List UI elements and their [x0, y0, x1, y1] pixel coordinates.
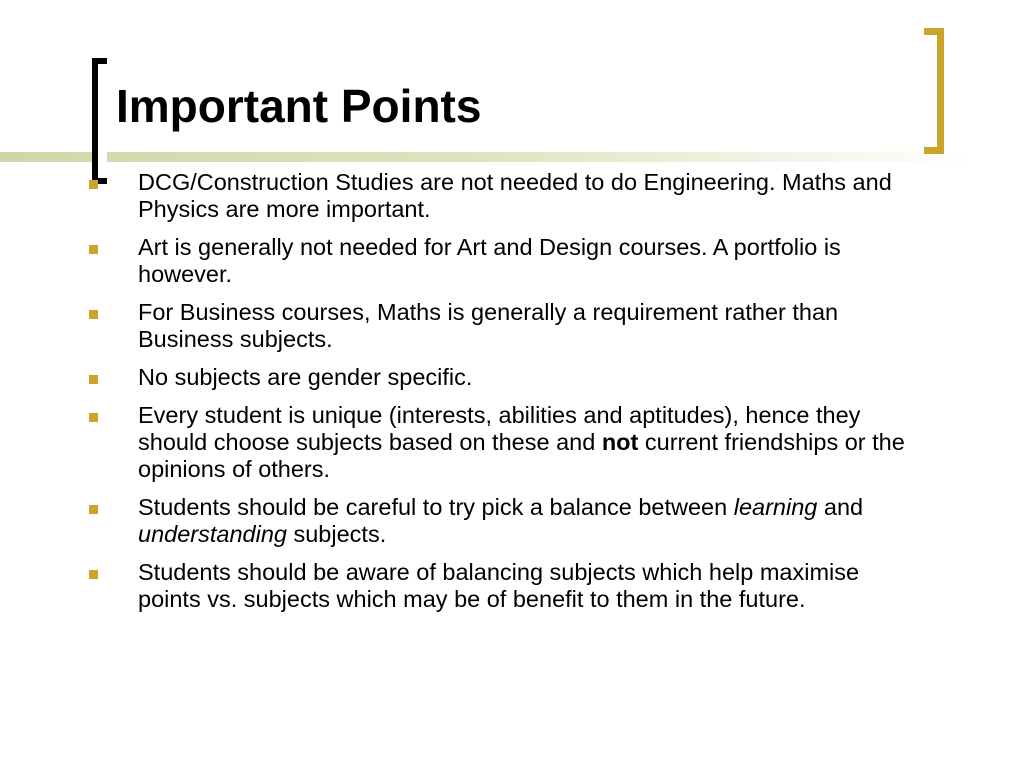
bullet-text — [138, 494, 908, 548]
square-bullet-icon — [89, 413, 98, 422]
emphasis-italic-text: understanding — [138, 521, 287, 547]
square-bullet-icon — [89, 310, 98, 319]
bullet-item — [88, 234, 908, 288]
left-bracket-decoration — [92, 58, 107, 184]
bullet-text: No subjects are gender specific. — [138, 364, 473, 390]
bullet-text: DCG/Construction Studies are not needed to do Engineering. Maths and Physics are more important. — [138, 169, 892, 222]
bullet-text-part: subjects. — [286, 521, 387, 547]
emphasis-italic-text: learning — [733, 494, 818, 520]
square-bullet-icon — [89, 180, 98, 189]
bullet-text-part: current friendships or the opinions of others. — [138, 429, 905, 482]
bullet-text: For Business courses, Maths is generally a requirement rather than Business subjects. — [138, 299, 839, 352]
bullet-text-part: Students should be careful to try pick a balance between — [138, 494, 734, 520]
bullet-item — [88, 559, 908, 613]
bullet-text: Art is generally not needed for Art and Design courses. A portfolio is however. — [138, 234, 841, 287]
bullet-text: Students should be aware of balancing subjects which help maximise points vs. subjects which may be of benefit to them in the future. — [138, 559, 860, 612]
bullet-item — [88, 402, 908, 483]
slide-title: Important Points — [116, 80, 482, 132]
bullet-text-part: and — [817, 494, 864, 520]
bullet-text-part: Every student is unique (interests, abilities and aptitudes), hence they should choose subjects based on these and — [138, 402, 861, 455]
bullet-item — [88, 299, 908, 353]
bullet-text — [138, 402, 908, 483]
bullet-item — [88, 364, 908, 391]
bullet-item — [88, 169, 908, 223]
bullet-list — [88, 169, 908, 624]
square-bullet-icon — [89, 375, 98, 384]
square-bullet-icon — [89, 570, 98, 579]
right-bracket-decoration — [924, 28, 944, 154]
square-bullet-icon — [89, 505, 98, 514]
square-bullet-icon — [89, 245, 98, 254]
accent-band — [0, 152, 1024, 162]
emphasis-bold-text: not — [601, 429, 639, 455]
bullet-item — [88, 494, 908, 548]
